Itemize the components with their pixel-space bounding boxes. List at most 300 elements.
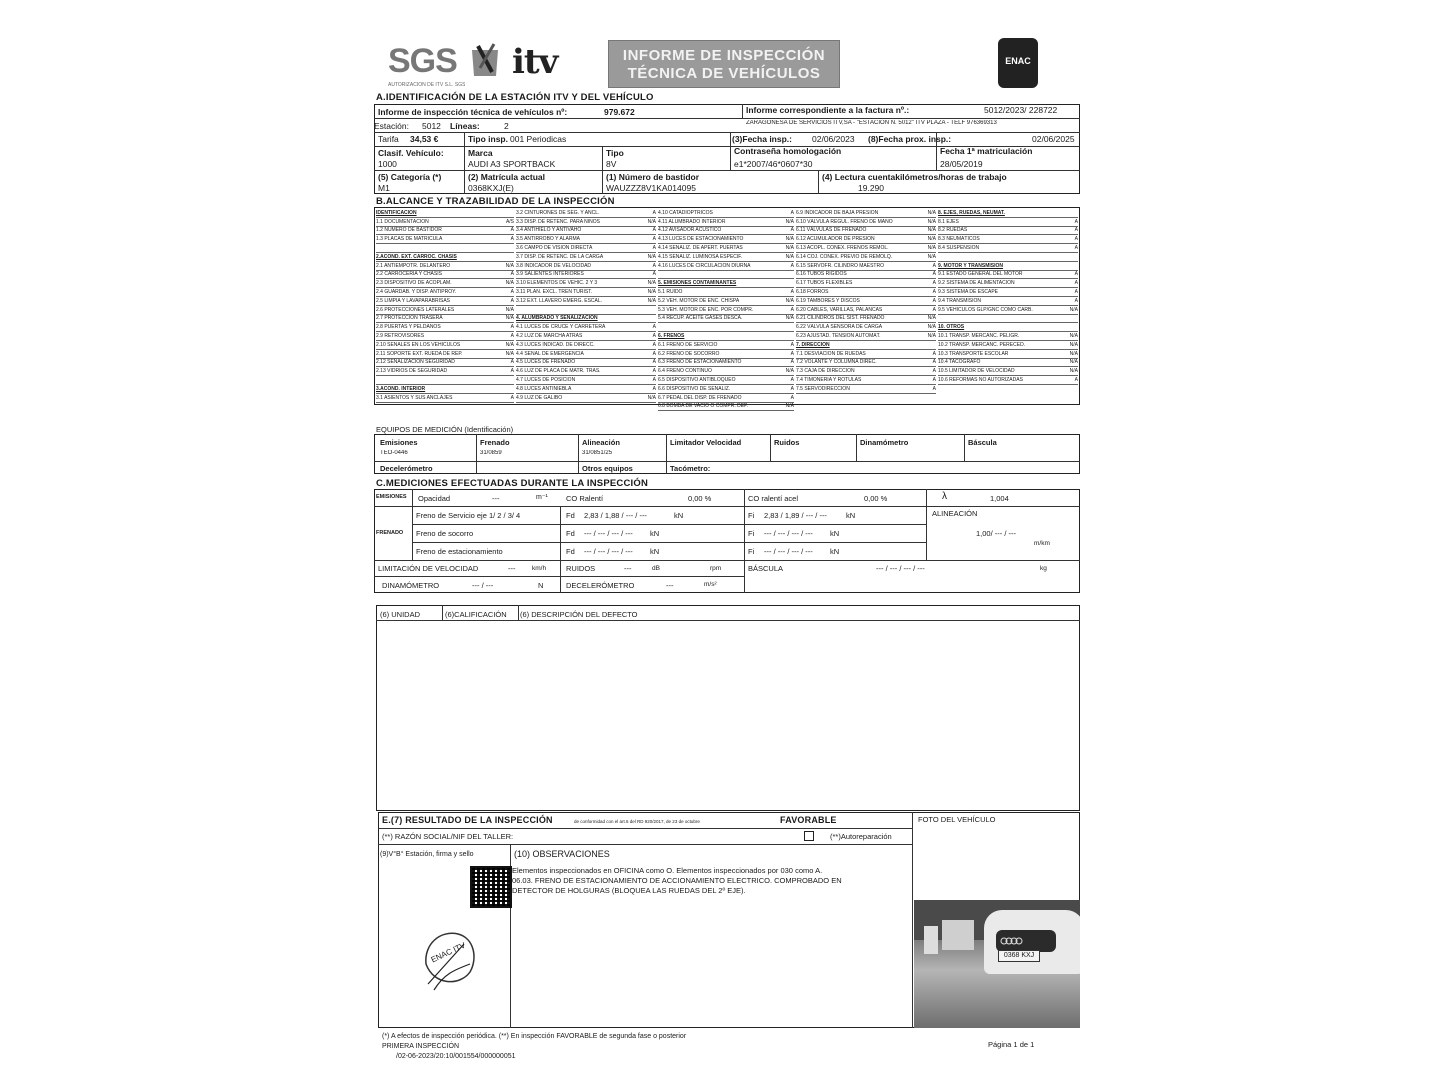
- scope-row: [796, 376, 936, 385]
- scope-item-name: 4.12 AVISADOR ACÚSTICO: [658, 227, 722, 234]
- scope-item-name: 6.8 BOMBA DE VACÍO O COMPR. DEP.: [658, 403, 749, 410]
- class-label: Clasif. Vehículo:: [378, 148, 444, 158]
- emergency-fd-label: Fd: [566, 529, 575, 538]
- equip-alignment-label: Alineación: [582, 438, 620, 447]
- dynamometer-unit: N: [538, 581, 544, 590]
- scope-item-name: 9. MOTOR Y TRANSMISIÓN: [938, 262, 1004, 269]
- scope-item-result: A: [1074, 289, 1078, 296]
- scope-item-name: 3.ACOND. INTERIOR: [376, 385, 426, 392]
- scope-row: [938, 341, 1078, 350]
- report-banner: [608, 40, 840, 88]
- scope-row: [516, 235, 656, 244]
- alignment-unit: m/km: [1034, 540, 1050, 547]
- opacity-unit: m⁻¹: [536, 494, 548, 501]
- scope-row: [938, 271, 1078, 280]
- scope-item-name: 4.3 LUCES INDICAD. DE DIRECC.: [516, 341, 595, 348]
- service-fi-unit: kN: [846, 511, 856, 520]
- plate-value: 0368KXJ(E): [468, 183, 514, 193]
- scope-item-name: 3.5 ANTIRROBO Y ALARMA: [516, 236, 581, 243]
- station-label: Estación:: [374, 121, 409, 131]
- scope-item-name: 3.8 INDICADOR DE VELOCIDAD: [516, 262, 592, 269]
- scope-item-result: A: [652, 368, 656, 375]
- next-inspection-date: 02/06/2025: [1032, 134, 1075, 144]
- scope-item-name: 4.5 LUCES DE FRENADO: [516, 359, 576, 366]
- scope-row: [938, 288, 1078, 297]
- footer-code: /02-06-2023/20:10/001554/000000051: [396, 1053, 516, 1060]
- scope-item-result: N/A: [1069, 368, 1078, 375]
- banner-line-2: TÉCNICA DE VEHÍCULOS: [627, 65, 821, 82]
- scope-row: [658, 341, 794, 350]
- license-plate: 0368 KXJ: [998, 950, 1040, 962]
- scope-item-result: N/A: [927, 218, 936, 225]
- vehicle-photo-label: FOTO DEL VEHÍCULO: [918, 815, 996, 824]
- scope-row: [658, 367, 794, 376]
- scope-item-name: 4.9 LUZ DE GÁLIBO: [516, 394, 563, 401]
- scope-item-result: A: [652, 227, 656, 234]
- scope-item-name: 2.ACOND. EXT. CARROC. CHASIS: [376, 253, 457, 260]
- scope-item-result: A: [932, 350, 936, 357]
- scope-row: [796, 271, 936, 280]
- scope-item-name: 9.5 VEHÍCULOS GLP/GNC COMO CARB.: [938, 306, 1033, 313]
- scope-item-name: 8. EJES, RUEDAS, NEUMAT.: [938, 209, 1005, 216]
- scope-item-name: 10.5 LIMITADOR DE VELOCIDAD: [938, 368, 1015, 375]
- scope-item-name: 6.1 FRENO DE SERVICIO: [658, 341, 718, 348]
- scope-row: [376, 253, 514, 262]
- scope-item-result: A: [1074, 280, 1078, 287]
- alignment-label: ALINEACIÓN: [932, 509, 978, 518]
- scope-item-result: N/A: [647, 218, 656, 225]
- emergency-fd-unit: kN: [650, 529, 660, 538]
- scope-item-name: 10.6 REFORMAS NO AUTORIZADAS: [938, 377, 1023, 384]
- equip-brakes-label: Frenado: [480, 438, 510, 447]
- scope-row: [516, 323, 656, 332]
- station-operator: ZARAGONESA DE SERVICIOS ITV,SA - "ESTACION N. 5012" ITV PLAZA - TELF 976369313: [746, 120, 997, 126]
- fee-value: 34,53 €: [410, 134, 439, 144]
- scope-item-result: A: [790, 262, 794, 269]
- scope-row: [938, 279, 1078, 288]
- scope-column-2: [516, 209, 656, 403]
- scope-item-result: A: [652, 324, 656, 331]
- scope-row: [376, 306, 514, 315]
- scope-row: [658, 288, 794, 297]
- noise-value: ---: [624, 564, 632, 573]
- inspection-result: FAVORABLE: [780, 815, 837, 825]
- scope-item-result: N/A: [785, 403, 794, 410]
- scope-row: [658, 359, 794, 368]
- scope-item-name: 2.7 PROTECCIÓN TRASERA: [376, 315, 443, 322]
- scope-item-result: A: [1074, 236, 1078, 243]
- parking-fi-label: Fi: [748, 547, 755, 556]
- scope-item-name: 6.11 VÁLVULAS DE FRENADO: [796, 227, 867, 234]
- vin-label: (1) Número de bastidor: [606, 172, 700, 182]
- scope-row: [516, 253, 656, 262]
- scope-item-result: A: [932, 262, 936, 269]
- station-number: 5012: [422, 121, 441, 131]
- scope-item-result: N/A: [785, 315, 794, 322]
- vehicle-photo: [914, 900, 1080, 1028]
- scope-row: [796, 262, 936, 271]
- scope-item-result: A: [652, 245, 656, 252]
- scope-item-result: N/A: [647, 280, 656, 287]
- scope-item-name: 10.1 TRANSP. MERCANC. PELIGR.: [938, 333, 1020, 340]
- scope-item-result: A: [652, 350, 656, 357]
- inspection-report: [360, 30, 1090, 1070]
- scope-item-result: A: [1074, 227, 1078, 234]
- page-number: Página 1 de 1: [988, 1040, 1035, 1049]
- opacity-value: ---: [492, 494, 500, 503]
- inspection-type: 001 Periodicas: [510, 134, 567, 144]
- equip-emissions-id: TEO-0446: [380, 450, 408, 456]
- scope-item-name: 2.11 SOPORTE EXT. RUEDA DE REP.: [376, 350, 463, 357]
- invoice-number: 5012/2023/ 228722: [984, 105, 1058, 115]
- scope-row: [516, 227, 656, 236]
- scope-item-result: A: [652, 209, 656, 216]
- scope-row: [796, 332, 936, 341]
- scope-item-name: 2.8 PUERTAS Y PELDAÑOS: [376, 324, 441, 331]
- scope-row: [376, 244, 514, 253]
- noise-rpm-unit: rpm: [710, 565, 722, 572]
- scope-item-result: A: [510, 297, 514, 304]
- scope-row: [796, 218, 936, 227]
- scope-item-result: N/A: [505, 315, 514, 322]
- scope-item-result: A: [932, 385, 936, 392]
- scope-row: [796, 359, 936, 368]
- scope-item-name: 4.8 LUCES ANTINIEBLA: [516, 385, 572, 392]
- scope-item-result: A: [652, 236, 656, 243]
- scope-item-name: 5.2 VEH. MOTOR DE ENC. CHISPA: [658, 297, 740, 304]
- scope-row: [938, 227, 1078, 236]
- scope-item-name: 5.1 RUIDO: [658, 289, 683, 296]
- banner-line-1: INFORME DE INSPECCIÓN: [622, 47, 826, 64]
- equip-noise-label: Ruidos: [774, 438, 800, 447]
- scope-row: [376, 279, 514, 288]
- section-c-box: [374, 489, 1080, 593]
- scope-column-1: [376, 209, 514, 403]
- scope-row: [938, 323, 1078, 332]
- scope-item-name: 4.14 SEÑALIZ. DE APERT. PUERTAS: [658, 245, 743, 252]
- scope-item-name: 6.12 ACUMULADOR DE PRESIÓN: [796, 236, 875, 243]
- service-fi-label: Fi: [748, 511, 755, 520]
- scope-item-result: A: [932, 271, 936, 278]
- scope-row: [376, 359, 514, 368]
- scope-item-result: A: [510, 333, 514, 340]
- scale-value: --- / --- / --- / ---: [876, 564, 925, 573]
- scope-row: [516, 244, 656, 253]
- enac-logo: ENAC: [998, 38, 1038, 88]
- service-brake-label: Freno de Servicio eje 1/ 2 / 3/ 4: [416, 511, 521, 520]
- scope-row: [376, 288, 514, 297]
- scope-item-name: 5.4 RECUP. ACEITE GASES DESCA.: [658, 315, 743, 322]
- scope-item-result: N/A: [785, 297, 794, 304]
- equip-tachometer-label: Tacómetro:: [670, 464, 711, 473]
- scope-item-result: A: [932, 306, 936, 313]
- scope-row: [796, 279, 936, 288]
- scope-item-result: A: [1074, 245, 1078, 252]
- scope-row: [658, 323, 794, 332]
- scope-row: [658, 279, 794, 288]
- co-idle-label: CO Ralentí: [566, 494, 604, 503]
- scope-row: [938, 350, 1078, 359]
- section-a-title: A.IDENTIFICACIÓN DE LA ESTACIÓN ITV Y DEL VEHÍCULO: [376, 92, 654, 103]
- scope-row: [658, 306, 794, 315]
- scope-item-name: 1.1 DOCUMENTACIÓN: [376, 218, 429, 225]
- scope-row: [938, 332, 1078, 341]
- scope-row: [516, 385, 656, 394]
- scope-item-result: A: [790, 209, 794, 216]
- fee-label: Tarifa: [378, 134, 399, 144]
- scope-item-result: A: [932, 368, 936, 375]
- parking-fd-value: --- / --- / --- / ---: [584, 547, 633, 556]
- workshop-label: (**) RAZÓN SOCIAL/NIF DEL TALLER:: [382, 832, 514, 841]
- speed-limit-value: ---: [508, 564, 516, 573]
- scope-item-result: A: [1074, 218, 1078, 225]
- sgs-subtitle: AUTORIZACION DE ITV S.L. SGS: [388, 82, 466, 88]
- scope-item-result: N/A: [927, 227, 936, 234]
- scope-row: [658, 262, 794, 271]
- emergency-fi-unit: kN: [830, 529, 840, 538]
- scope-row: [796, 315, 936, 324]
- parking-fd-label: Fd: [566, 547, 575, 556]
- co-accel-value: 0,00 %: [864, 494, 888, 503]
- scope-row: [938, 209, 1078, 218]
- scope-item-name: 9.3 SISTEMA DE ESCAPE: [938, 289, 999, 296]
- scope-row: [516, 359, 656, 368]
- equipment-title: EQUIPOS DE MEDICIÓN (Identificación): [376, 425, 514, 434]
- scope-item-name: 6.17 TUBOS FLEXIBLES: [796, 280, 853, 287]
- scope-row: [658, 235, 794, 244]
- scope-item-name: 6.20 CABLES, VARILLAS, PALANCAS: [796, 306, 883, 313]
- scope-item-result: N/A: [927, 324, 936, 331]
- scope-row: [938, 376, 1078, 385]
- scope-row: [658, 394, 794, 403]
- scope-row: [796, 227, 936, 236]
- scope-item-result: A: [510, 324, 514, 331]
- scope-item-name: 4.13 LUCES DE ESTACIONAMIENTO: [658, 236, 744, 243]
- scope-item-result: A: [790, 350, 794, 357]
- equip-speed-limiter-label: Limitador Velocidad: [670, 438, 742, 447]
- observation-line-3: DETECTOR DE HOLGURAS (BLOQUEA LAS RUEDAS DEL 2º EJE).: [512, 886, 746, 895]
- scope-row: [516, 350, 656, 359]
- scope-row: [516, 394, 656, 403]
- scope-item-name: 7.5 SERVODIRECCIÓN: [796, 385, 850, 392]
- self-repair-checkbox[interactable]: [804, 831, 814, 841]
- scope-row: [938, 297, 1078, 306]
- scope-item-result: A: [790, 227, 794, 234]
- scope-item-name: 6.18 FORROS: [796, 289, 829, 296]
- itv-logo: itv: [512, 42, 558, 82]
- equip-brakes-id: 31/0859: [480, 450, 502, 456]
- equip-emissions-label: Emisiones: [380, 438, 418, 447]
- scope-row: [796, 288, 936, 297]
- scope-row: [376, 218, 514, 227]
- scope-item-result: A: [510, 368, 514, 375]
- lines-label: Líneas:: [450, 121, 480, 131]
- parking-fi-value: --- / --- / --- / ---: [764, 547, 813, 556]
- scope-item-result: N/A: [927, 245, 936, 252]
- scope-item-result: N/A: [1069, 350, 1078, 357]
- scope-item-name: 6.2 FRENO DE SOCORRO: [658, 350, 720, 357]
- scope-row: [796, 209, 936, 218]
- scope-item-result: N/A: [505, 280, 514, 287]
- scope-item-result: A: [652, 271, 656, 278]
- footer-first-inspection: PRIMERA INSPECCIÓN: [382, 1043, 460, 1050]
- scope-row: [938, 262, 1078, 271]
- scope-item-name: 2.1 ANTIEMPOTR. DELANTERO: [376, 262, 451, 269]
- service-fi-value: 2,83 / 1,89 / --- / ---: [764, 511, 827, 520]
- scope-row: [796, 350, 936, 359]
- scope-item-result: A: [1074, 377, 1078, 384]
- scope-item-result: A: [932, 297, 936, 304]
- scope-row: [938, 218, 1078, 227]
- scope-item-name: 6.5 DISPOSITIVO ANTIBLOQUEO: [658, 377, 736, 384]
- inspection-type-label: Tipo insp.: [468, 134, 508, 144]
- scope-item-name: 1.2 NÚMERO DE BASTIDOR: [376, 227, 442, 234]
- scope-row: [796, 323, 936, 332]
- alignment-value: 1,00/ --- / ---: [976, 529, 1017, 538]
- scope-item-result: A: [510, 359, 514, 366]
- scope-item-name: 2.12 SEÑALIZACIÓN SEGURIDAD: [376, 359, 455, 366]
- footer-note: (*) A efectos de inspección periódica. (**) En inspección FAVORABLE de segunda fase o posterior: [382, 1033, 687, 1040]
- scope-item-name: 7.2 VOLANTE Y COLUMNA DIREC.: [796, 359, 877, 366]
- scope-row: [516, 297, 656, 306]
- scope-item-name: 7. DIRECCIÓN: [796, 341, 830, 348]
- service-fd-value: 2,83 / 1,88 / --- / ---: [584, 511, 647, 520]
- report-number-label: Informe de inspección técnica de vehículos nº:: [378, 107, 568, 117]
- scope-item-result: A: [932, 280, 936, 287]
- scope-row: [376, 235, 514, 244]
- braking-row-label: FRENADO: [376, 530, 404, 536]
- scale-unit: kg: [1040, 565, 1047, 572]
- scope-row: [938, 315, 1078, 324]
- scope-item-name: 7.3 CAJA DE DIRECCIÓN: [796, 368, 855, 375]
- scope-item-name: 2.10 SEÑALES EN LOS VEHÍCULOS: [376, 341, 461, 348]
- scope-item-result: A: [790, 385, 794, 392]
- scope-row: [516, 376, 656, 385]
- first-registration-date: 28/05/2019: [940, 159, 983, 169]
- scope-item-name: 3.1 ASIENTOS Y SUS ANCLAJES: [376, 394, 453, 401]
- scope-row: [796, 341, 936, 350]
- scope-item-name: 2.3 DISPOSITIVO DE ACOPLAM.: [376, 280, 452, 287]
- scope-item-result: A: [510, 236, 514, 243]
- scope-row: [516, 306, 656, 315]
- emergency-fi-label: Fi: [748, 529, 755, 538]
- opacity-label: Opacidad: [418, 494, 451, 503]
- scope-row: [796, 253, 936, 262]
- scope-item-result: N/A: [927, 209, 936, 216]
- scope-item-result: A: [790, 359, 794, 366]
- co-accel-label: CO ralentí acel: [748, 494, 799, 503]
- scope-row: [376, 350, 514, 359]
- scope-item-result: A: [790, 306, 794, 313]
- scope-item-name: 4.7 LUCES DE POSICIÓN: [516, 377, 576, 384]
- scope-row: [376, 323, 514, 332]
- scope-item-result: A: [652, 359, 656, 366]
- scope-row: [796, 385, 936, 394]
- scope-item-name: 3.12 EXT. LLAVERO EMERG. ESCAL.: [516, 297, 603, 304]
- scope-row: [376, 385, 514, 394]
- scope-item-name: 3.7 DISP. DE RETENC. DE LA CARGA: [516, 253, 604, 260]
- scope-item-name: 4.4 SEÑAL DE EMERGENCIA: [516, 350, 584, 357]
- scope-item-result: A: [790, 341, 794, 348]
- scope-item-result: A: [790, 394, 794, 401]
- odometer-value: 19.290: [858, 183, 884, 193]
- scope-row: [938, 367, 1078, 376]
- scope-item-result: N/A: [927, 333, 936, 340]
- scope-item-name: 3.9 SALIENTES INTERIORES: [516, 271, 584, 278]
- audi-rings-icon: [1000, 932, 1024, 940]
- scope-item-name: 10.3 TRANSPORTE ESCOLAR: [938, 350, 1009, 357]
- class-value: 1000: [378, 159, 397, 169]
- scope-row: [376, 367, 514, 376]
- enac-stamp: [414, 924, 484, 994]
- scope-item-name: 6.14 COJ. CONEX. PREVIO DE REMOLQ.: [796, 253, 893, 260]
- scope-row: [658, 385, 794, 394]
- observation-line-1: Elementos inspeccionados en OFICINA como O. Elementos inspeccionados por 030 como A.: [512, 866, 823, 875]
- scope-item-name: 3.3 DISP. DE RETENC. PARA NIÑOS: [516, 218, 601, 225]
- scope-row: [938, 235, 1078, 244]
- report-number: 979.672: [604, 107, 635, 117]
- scope-row: [376, 332, 514, 341]
- scope-item-name: 4.16 LUCES DE CIRCULACIÓN DIURNA: [658, 262, 751, 269]
- scope-item-name: 10.4 TACÓGRAFO: [938, 359, 981, 366]
- station-signature-label: (9)V°B° Estación, firma y sello: [380, 851, 474, 858]
- scope-row: [376, 227, 514, 236]
- observation-line-2: 06.03. FRENO DE ESTACIONAMIENTO DE ACCIONAMIENTO ELECTRICO. COMPROBADO EN: [512, 876, 842, 885]
- scope-item-result: N/A: [1069, 341, 1078, 348]
- scope-item-name: 2.5 LIMPIA Y LAVAPARABRISAS: [376, 297, 451, 304]
- scope-item-result: N/A: [785, 218, 794, 225]
- service-fd-unit: kN: [674, 511, 684, 520]
- scope-item-name: 2.4 GUARDAB. Y DISP. ANTIPROY.: [376, 289, 457, 296]
- scope-row: [516, 341, 656, 350]
- scope-item-result: A/S: [505, 218, 514, 225]
- type-label: Tipo: [606, 148, 624, 158]
- stamp-text: ENAC ITV: [429, 940, 467, 965]
- scope-item-name: 9.2 SISTEMA DE ALIMENTACIÓN: [938, 280, 1015, 287]
- parking-fd-unit: kN: [650, 547, 660, 556]
- defects-unit-label: (6) UNIDAD: [380, 610, 421, 619]
- scope-row: [938, 253, 1078, 262]
- scope-row: [516, 279, 656, 288]
- co-idle-value: 0,00 %: [688, 494, 712, 503]
- scope-item-name: 2.6 PROTECCIONES LATERALES: [376, 306, 455, 313]
- scope-row: [658, 271, 794, 280]
- scope-item-result: N/A: [785, 236, 794, 243]
- next-inspection-label: (8)Fecha prox. insp.:: [868, 134, 952, 144]
- scope-item-name: 1.3 PLACAS DE MATRÍCULA: [376, 236, 443, 243]
- scope-row: [658, 209, 794, 218]
- scope-row: [516, 262, 656, 271]
- scope-row: [376, 297, 514, 306]
- equip-alignment-id: 31/0851/25: [582, 450, 613, 456]
- qr-code: [470, 866, 512, 908]
- scope-item-name: 10.2 TRANSP. MERCANC. PERECED.: [938, 341, 1026, 348]
- brand-label: Marca: [468, 148, 493, 158]
- defects-box: [376, 605, 1080, 811]
- scope-row: [376, 271, 514, 280]
- scope-item-name: 8.3 NEUMÁTICOS: [938, 236, 980, 243]
- scope-item-name: 6.13 ACOPL. CONEX. FRENOS REMOL.: [796, 245, 889, 252]
- scope-item-name: 6.4 FRENO CONTINUO: [658, 368, 712, 375]
- brand-value: AUDI A3 SPORTBACK: [468, 159, 556, 169]
- scope-item-result: A: [932, 289, 936, 296]
- scope-row: [376, 209, 514, 218]
- scope-item-name: 6.9 INDICADOR DE BAJA PRESIÓN: [796, 209, 879, 216]
- homologation-value: e1*2007/46*0607*30: [734, 159, 813, 169]
- scope-item-result: N/A: [505, 350, 514, 357]
- scope-item-name: 2.2 CARROCERÍA Y CHASIS: [376, 271, 442, 278]
- scope-row: [376, 376, 514, 385]
